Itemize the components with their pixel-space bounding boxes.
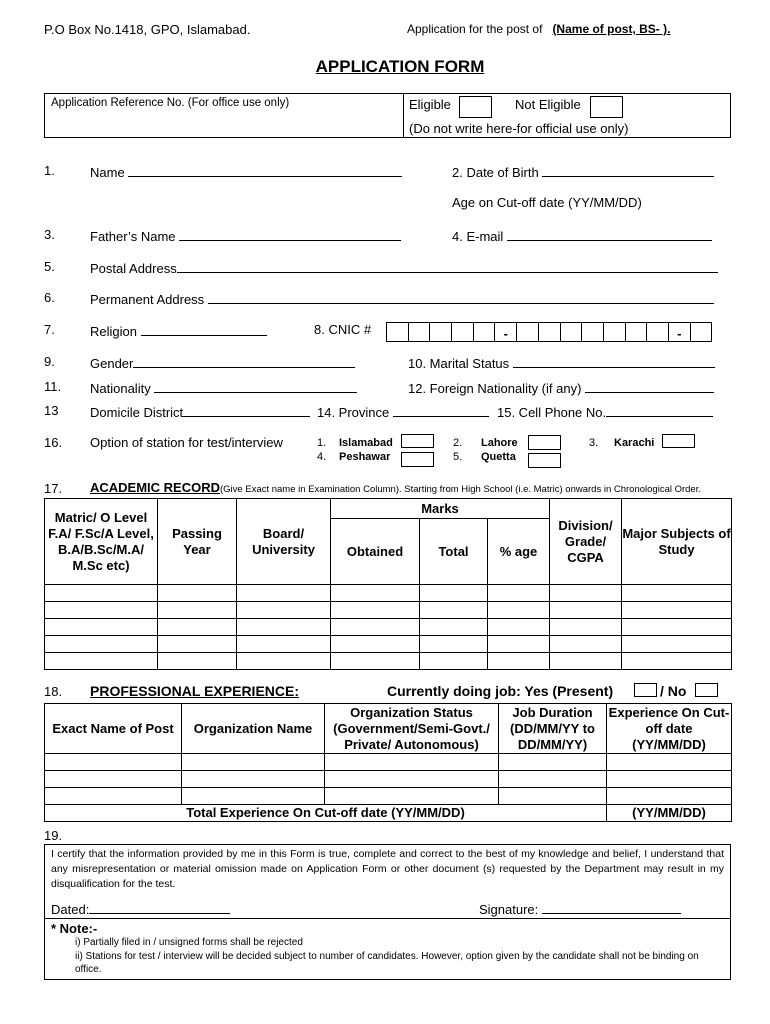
field-number: 13 xyxy=(44,403,59,418)
field-number: 5. xyxy=(44,259,55,274)
board-header: Board/ University xyxy=(237,499,331,585)
obtained-header: Obtained xyxy=(331,519,420,585)
office-use-box xyxy=(44,93,731,138)
cnic-digit-box[interactable] xyxy=(386,322,409,342)
table-cell[interactable] xyxy=(622,619,732,636)
religion-field[interactable] xyxy=(90,322,267,339)
gender-label: Gender xyxy=(90,356,134,371)
table-cell[interactable] xyxy=(420,619,488,636)
station-islamabad: Islamabad xyxy=(339,437,393,449)
table-cell[interactable] xyxy=(182,754,325,771)
table-cell[interactable] xyxy=(488,602,550,619)
not-eligible-checkbox[interactable] xyxy=(590,96,623,118)
cnic-digit-box[interactable] xyxy=(625,322,648,342)
table-cell[interactable] xyxy=(420,602,488,619)
org-status-header: Organization Status (Government/Semi-Govt./ Private/ Autonomous) xyxy=(325,704,499,754)
table-cell[interactable] xyxy=(607,788,732,805)
table-cell[interactable] xyxy=(325,754,499,771)
academic-row xyxy=(45,585,732,602)
station-karachi: Karachi xyxy=(614,437,655,449)
station-quetta-checkbox[interactable] xyxy=(528,453,561,468)
current-job-no-checkbox[interactable] xyxy=(695,683,718,697)
post-header: Exact Name of Post xyxy=(45,704,182,754)
total-experience-label: Total Experience On Cut-off date (YY/MM/DD) xyxy=(45,805,607,822)
cnic-digit-box[interactable] xyxy=(603,322,626,342)
section-number: 19. xyxy=(44,828,63,843)
table-cell[interactable] xyxy=(158,619,237,636)
table-cell[interactable] xyxy=(550,585,622,602)
academic-row xyxy=(45,636,732,653)
table-cell[interactable] xyxy=(331,585,420,602)
cnic-digit-box[interactable] xyxy=(646,322,669,342)
name-field[interactable] xyxy=(90,163,402,180)
table-cell[interactable] xyxy=(622,636,732,653)
domicile-label: Domicile District xyxy=(90,405,184,420)
notes-box xyxy=(44,918,731,980)
nationality-line[interactable] xyxy=(154,379,357,393)
table-cell[interactable] xyxy=(45,602,158,619)
academic-title: ACADEMIC RECORD xyxy=(90,480,220,495)
field-number: 9. xyxy=(44,354,55,369)
religion-line[interactable] xyxy=(141,322,267,336)
dated-field[interactable] xyxy=(51,900,230,917)
marital-status-line[interactable] xyxy=(513,354,715,368)
table-cell[interactable] xyxy=(331,602,420,619)
age-label: Age on Cut-off date (YY/MM/DD) xyxy=(452,195,642,210)
station-peshawar: Peshawar xyxy=(339,451,391,463)
station-lahore: Lahore xyxy=(481,437,518,449)
table-cell[interactable] xyxy=(45,771,182,788)
academic-heading xyxy=(90,480,701,495)
table-cell[interactable] xyxy=(237,602,331,619)
postal-address-field[interactable] xyxy=(90,259,718,276)
section-number: 18. xyxy=(44,684,63,699)
total-experience-value[interactable]: (YY/MM/DD) xyxy=(607,805,732,822)
table-cell[interactable] xyxy=(45,619,158,636)
dob-field[interactable] xyxy=(452,163,714,180)
post-label: Application for the post of xyxy=(407,22,543,36)
percentage-header: % age xyxy=(488,519,550,585)
field-number: 7. xyxy=(44,322,55,337)
cnic-digit-box[interactable] xyxy=(451,322,474,342)
table-cell[interactable] xyxy=(45,788,182,805)
current-job-no-label: / No xyxy=(660,683,687,699)
marks-header: Marks xyxy=(331,499,550,519)
name-line[interactable] xyxy=(128,163,402,177)
table-cell[interactable] xyxy=(237,585,331,602)
cnic-digit-box[interactable] xyxy=(538,322,561,342)
eligible-checkbox[interactable] xyxy=(459,96,492,118)
table-cell[interactable] xyxy=(499,771,607,788)
cnic-digit-box[interactable] xyxy=(560,322,583,342)
marital-status-label: 10. Marital Status xyxy=(408,356,510,371)
table-cell[interactable] xyxy=(550,602,622,619)
academic-table xyxy=(44,498,732,670)
province-label: 14. Province xyxy=(317,405,390,420)
table-cell[interactable] xyxy=(45,653,158,670)
station-num: 5. xyxy=(453,451,463,463)
dated-line[interactable] xyxy=(89,900,230,914)
table-cell[interactable] xyxy=(499,788,607,805)
cnic-label: 8. CNIC # xyxy=(314,322,372,337)
current-job-yes-checkbox[interactable] xyxy=(634,683,657,697)
station-islamabad-checkbox[interactable] xyxy=(401,434,434,448)
academic-row xyxy=(45,602,732,619)
postal-address-label: Postal Address xyxy=(90,261,177,276)
signature-label: Signature: xyxy=(479,902,539,917)
table-cell[interactable] xyxy=(420,636,488,653)
experience-table xyxy=(44,703,732,822)
domicile-field[interactable] xyxy=(90,403,310,420)
post-name: (Name of post, BS- ). xyxy=(552,22,671,36)
experience-header: Experience On Cut-off date (YY/MM/DD) xyxy=(607,704,732,754)
table-cell[interactable] xyxy=(331,619,420,636)
passing-year-header: Passing Year xyxy=(158,499,237,585)
table-cell[interactable] xyxy=(488,619,550,636)
table-cell[interactable] xyxy=(158,585,237,602)
cnic-digit-box[interactable] xyxy=(516,322,539,342)
table-cell[interactable] xyxy=(550,636,622,653)
cell-phone-line[interactable] xyxy=(606,403,713,417)
cnic-digit-box[interactable] xyxy=(690,322,713,342)
dob-label: 2. Date of Birth xyxy=(452,165,539,180)
subjects-header: Major Subjects of Study xyxy=(622,499,732,585)
reference-label: Application Reference No. (For office use only) xyxy=(51,97,290,109)
table-cell[interactable] xyxy=(158,636,237,653)
station-peshawar-checkbox[interactable] xyxy=(401,452,434,467)
division-header: Division/ Grade/ CGPA xyxy=(550,499,622,585)
note-item: ii) Stations for test / interview will be decided subject to number of candidates. However, option given by the candidate shall not be binding on office. xyxy=(75,951,699,975)
table-cell[interactable] xyxy=(45,585,158,602)
table-cell[interactable] xyxy=(622,602,732,619)
station-num: 4. xyxy=(317,451,327,463)
exam-header: Matric/ O Level F.A/ F.Sc/A Level, B.A/B.Sc/M.A/ M.Sc etc) xyxy=(45,499,158,585)
marital-status-field[interactable] xyxy=(408,354,715,371)
cnic-digit-box[interactable] xyxy=(581,322,604,342)
email-field[interactable] xyxy=(452,227,712,244)
academic-row xyxy=(45,619,732,636)
cell-phone-label: 15. Cell Phone No. xyxy=(497,405,607,420)
field-number: 16. xyxy=(44,435,63,450)
station-karachi-checkbox[interactable] xyxy=(662,434,695,448)
cnic-boxes[interactable] xyxy=(387,322,712,342)
cnic-digit-box[interactable] xyxy=(408,322,431,342)
email-line[interactable] xyxy=(507,227,712,241)
table-cell[interactable] xyxy=(499,754,607,771)
current-job-label: Currently doing job: Yes (Present) xyxy=(387,683,614,699)
table-cell[interactable] xyxy=(182,788,325,805)
gender-line[interactable] xyxy=(133,354,355,368)
signature-field[interactable] xyxy=(479,900,681,917)
table-cell[interactable] xyxy=(237,636,331,653)
station-label: Option of station for test/interview xyxy=(90,435,283,450)
station-quetta: Quetta xyxy=(481,451,516,463)
total-header: Total xyxy=(420,519,488,585)
table-cell[interactable] xyxy=(331,653,420,670)
post-line xyxy=(407,22,670,36)
father-name-field[interactable] xyxy=(90,227,401,244)
table-cell[interactable] xyxy=(158,602,237,619)
section-number: 17. xyxy=(44,481,63,496)
experience-row xyxy=(45,754,732,771)
declaration-box xyxy=(44,844,731,919)
table-cell[interactable] xyxy=(622,585,732,602)
office-note: (Do not write here-for official use only) xyxy=(409,121,629,136)
office-address: P.O Box No.1418, GPO, Islamabad. xyxy=(44,22,251,37)
table-cell[interactable] xyxy=(237,619,331,636)
cnic-dash: - xyxy=(494,322,517,342)
table-cell[interactable] xyxy=(488,653,550,670)
experience-row xyxy=(45,788,732,805)
permanent-address-label: Permanent Address xyxy=(90,292,205,307)
foreign-nationality-line[interactable] xyxy=(585,379,714,393)
email-label: 4. E-mail xyxy=(452,229,504,244)
table-cell[interactable] xyxy=(325,771,499,788)
eligible-label: Eligible xyxy=(409,97,451,112)
office-divider xyxy=(403,94,404,137)
dob-line[interactable] xyxy=(542,163,714,177)
name-label: Name xyxy=(90,165,125,180)
province-field[interactable] xyxy=(317,403,489,420)
permanent-address-line[interactable] xyxy=(208,290,714,304)
table-cell[interactable] xyxy=(237,653,331,670)
signature-line[interactable] xyxy=(542,900,681,914)
academic-row xyxy=(45,653,732,670)
table-cell[interactable] xyxy=(45,636,158,653)
foreign-nationality-label: 12. Foreign Nationality (if any) xyxy=(408,381,582,396)
postal-address-line[interactable] xyxy=(177,259,718,273)
table-cell[interactable] xyxy=(325,788,499,805)
station-num: 2. xyxy=(453,437,463,449)
station-lahore-checkbox[interactable] xyxy=(528,435,561,450)
table-cell[interactable] xyxy=(607,771,732,788)
domicile-line[interactable] xyxy=(183,403,310,417)
note-item: i) Partially filed in / unsigned forms shall be rejected xyxy=(75,937,303,948)
nationality-label: Nationality xyxy=(90,381,151,396)
table-cell[interactable] xyxy=(45,754,182,771)
table-cell[interactable] xyxy=(488,636,550,653)
job-duration-header: Job Duration (DD/MM/YY to DD/MM/YY) xyxy=(499,704,607,754)
foreign-nationality-field[interactable] xyxy=(408,379,714,396)
table-cell[interactable] xyxy=(622,653,732,670)
dated-label: Dated: xyxy=(51,902,90,917)
table-cell[interactable] xyxy=(607,754,732,771)
notes-title: * Note:- xyxy=(51,921,98,936)
experience-row xyxy=(45,771,732,788)
station-num: 3. xyxy=(589,437,599,449)
declaration-text: I certify that the information provided by me in this Form is true, complete and correct to the best of my knowledge and belief, I understand that any misrepresentation or material omission made on Application Form or other document (s) requested by the Department may result in my disqualification for the test. xyxy=(51,848,724,890)
gender-field[interactable] xyxy=(90,354,355,371)
table-cell[interactable] xyxy=(182,771,325,788)
permanent-address-field[interactable] xyxy=(90,290,714,307)
father-name-line[interactable] xyxy=(179,227,401,241)
organization-header: Organization Name xyxy=(182,704,325,754)
table-cell[interactable] xyxy=(550,653,622,670)
father-name-label: Father’s Name xyxy=(90,229,176,244)
academic-note: (Give Exact name in Examination Column). Starting from High School (i.e. Matric) onwards in Chronological Order. xyxy=(220,484,701,495)
cnic-digit-box[interactable] xyxy=(473,322,496,342)
not-eligible-label: Not Eligible xyxy=(515,97,581,112)
table-cell[interactable] xyxy=(420,653,488,670)
station-num: 1. xyxy=(317,437,327,449)
table-cell[interactable] xyxy=(420,585,488,602)
religion-label: Religion xyxy=(90,324,137,339)
nationality-field[interactable] xyxy=(90,379,357,396)
field-number: 3. xyxy=(44,227,55,242)
field-number: 1. xyxy=(44,163,55,178)
cell-phone-field[interactable] xyxy=(497,403,713,420)
cnic-digit-box[interactable] xyxy=(429,322,452,342)
cnic-dash: - xyxy=(668,322,691,342)
table-cell[interactable] xyxy=(158,653,237,670)
table-cell[interactable] xyxy=(550,619,622,636)
field-number: 11. xyxy=(44,379,62,394)
field-number: 6. xyxy=(44,290,55,305)
table-cell[interactable] xyxy=(331,636,420,653)
province-line[interactable] xyxy=(393,403,489,417)
experience-title: PROFESSIONAL EXPERIENCE: xyxy=(90,683,300,699)
table-cell[interactable] xyxy=(488,585,550,602)
page-title: APPLICATION FORM xyxy=(315,57,485,76)
